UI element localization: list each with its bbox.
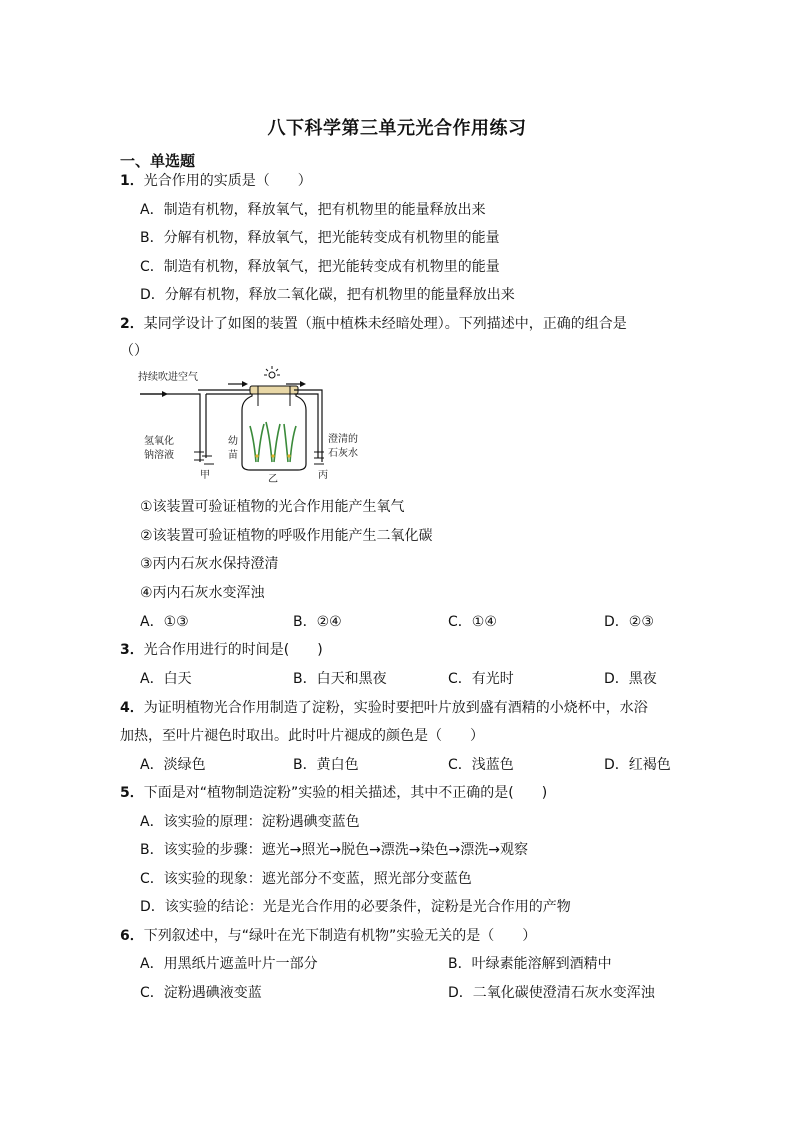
question-number: 6．	[120, 928, 144, 944]
q2-statement-3: ③丙内石灰水保持澄清	[140, 556, 279, 572]
question-stem: 下列叙述中，与“绿叶在光下制造有机物”实验无关的是（ ）	[143, 928, 537, 944]
question-stem: 光合作用的实质是（ ）	[143, 173, 312, 189]
limewater-label-2: 石灰水	[328, 448, 358, 459]
q3-option-d: D．黑夜	[604, 671, 657, 687]
q2-option-a: A．①③	[140, 614, 189, 630]
q2-option-c: C．①④	[448, 614, 497, 630]
question-number: 5．	[120, 785, 144, 801]
yi-label: 乙	[268, 474, 278, 484]
question-2	[120, 315, 627, 333]
q5-option-d: D．该实验的结论：光是光合作用的必要条件，淀粉是光合作用的产物	[140, 899, 571, 915]
q6-option-b: B．叶绿素能溶解到酒精中	[448, 956, 612, 972]
q1-option-d: D．分解有机物，释放二氧化碳，把有机物里的能量释放出来	[140, 287, 515, 303]
air-label: 持续吹进空气	[138, 372, 198, 383]
q2-statement-2: ②该装置可验证植物的呼吸作用能产生二氧化碳	[140, 528, 433, 544]
q2-option-b: B．②④	[293, 614, 342, 630]
seedling-label-2: 苗	[228, 450, 238, 461]
q5-option-c: C．该实验的现象：遮光部分不变蓝，照光部分变蓝色	[140, 871, 472, 887]
q4-option-d: D．红褐色	[604, 757, 671, 773]
q3-option-b: B．白天和黑夜	[293, 671, 387, 687]
seedling-label-1: 幼	[228, 436, 238, 447]
naoh-label-2: 钠溶液	[144, 450, 174, 461]
question-stem: 某同学设计了如图的装置（瓶中植株未经暗处理）。下列描述中，正确的组合是	[143, 316, 627, 332]
q4-option-b: B．黄白色	[293, 757, 359, 773]
q2-option-d: D．②③	[604, 614, 654, 630]
q2-statement-4: ④丙内石灰水变浑浊	[140, 585, 265, 601]
question-number: 3．	[120, 642, 144, 658]
q1-option-a: A．制造有机物，释放氧气，把有机物里的能量释放出来	[140, 202, 486, 218]
q4-option-c: C．浅蓝色	[448, 757, 514, 773]
q5-option-b: B．该实验的步骤：遮光→照光→脱色→漂洗→染色→漂洗→观察	[140, 842, 528, 858]
question-stem-continued: 加热，至叶片褪色时取出。此时叶片褪成的颜色是（ ）	[120, 728, 484, 744]
q5-option-a: A．该实验的原理：淀粉遇碘变蓝色	[140, 814, 360, 830]
q1-option-c: C．制造有机物，释放氧气，把光能转变成有机物里的能量	[140, 259, 500, 275]
question-5	[120, 784, 547, 802]
q6-option-a: A．用黑纸片遮盖叶片一部分	[140, 956, 318, 972]
question-stem: 为证明植物光合作用制造了淀粉，实验时要把叶片放到盛有酒精的小烧杯中，水浴	[143, 700, 648, 716]
question-6	[120, 927, 536, 945]
question-4	[120, 699, 648, 717]
bing-label: 丙	[318, 470, 328, 481]
question-stem: 下面是对“植物制造淀粉”实验的相关描述，其中不正确的是( )	[143, 785, 548, 801]
section-heading: 一、单选题	[120, 152, 196, 170]
question-stem: 光合作用进行的时间是( )	[143, 642, 323, 658]
q1-option-b: B．分解有机物，释放氧气，把光能转变成有机物里的能量	[140, 230, 500, 246]
jia-label: 甲	[200, 470, 210, 481]
page-title: 八下科学第三单元光合作用练习	[267, 118, 527, 139]
q3-option-c: C．有光时	[448, 671, 514, 687]
question-number: 4．	[120, 700, 144, 716]
question-stem-continued: （）	[120, 343, 148, 359]
question-number: 2．	[120, 316, 144, 332]
experiment-apparatus-diagram	[138, 366, 370, 484]
question-1	[120, 172, 312, 190]
q4-option-a: A．淡绿色	[140, 757, 206, 773]
question-3	[120, 641, 323, 659]
q2-statement-1: ①该装置可验证植物的光合作用能产生氧气	[140, 499, 405, 515]
q6-option-c: C．淀粉遇碘液变蓝	[140, 985, 262, 1001]
q6-option-d: D．二氧化碳使澄清石灰水变浑浊	[448, 985, 655, 1001]
naoh-label-1: 氢氧化	[144, 436, 174, 447]
q3-option-a: A．白天	[140, 671, 192, 687]
sun-icon	[264, 366, 280, 378]
limewater-label-1: 澄清的	[328, 434, 358, 445]
question-number: 1．	[120, 173, 144, 189]
bottle-yi	[242, 386, 306, 470]
